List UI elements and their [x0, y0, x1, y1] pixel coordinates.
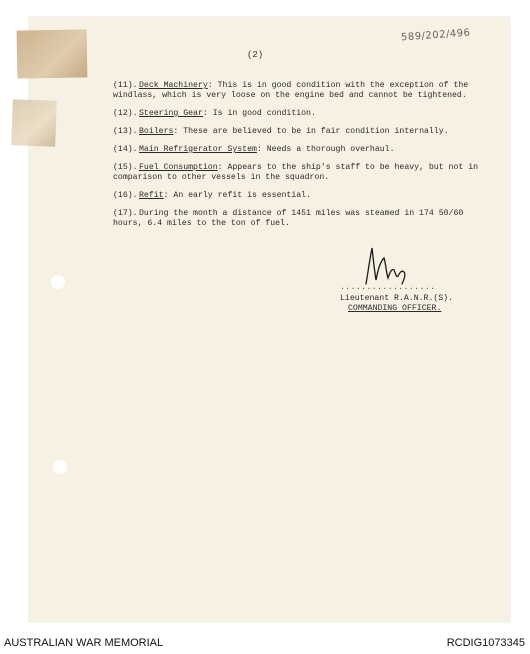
item-heading: Fuel Consumption [139, 163, 218, 172]
item-heading: Boilers [139, 127, 174, 136]
report-item: (13).Boilers: These are believed to be in fair condition internally. [113, 127, 449, 136]
report-item: (17).During the month a distance of 1451 miles was steamed in 174 50/60 hours, 6.4 miles to the ton of fuel. [113, 209, 464, 228]
footer-source: AUSTRALIAN WAR MEMORIAL [4, 637, 164, 649]
report-item: (16).Refit: An early refit is essential. [113, 191, 311, 200]
adhesive-tape [11, 99, 57, 147]
handwritten-signature [358, 244, 418, 288]
signatory-rank: Lieutenant R.A.N.R.(S). [340, 294, 454, 303]
adhesive-tape [17, 29, 88, 78]
item-heading: Steering Gear [139, 109, 203, 118]
report-item: (11).Deck Machinery: This is in good condition with the exception of the windlass, which is very loose on the engine bed and cannot be tightened. [113, 81, 469, 100]
item-heading: Main Refrigerator System [139, 145, 257, 154]
report-item: (14).Main Refrigerator System: Needs a thorough overhaul. [113, 145, 395, 154]
footer-id: RCDIG1073345 [446, 637, 525, 649]
page-number: (2) [247, 50, 264, 60]
punch-hole [51, 275, 65, 289]
report-item: (12).Steering Gear: Is in good condition. [113, 109, 316, 118]
signature-line: .................. [340, 283, 436, 292]
item-heading: Deck Machinery [139, 81, 208, 90]
punch-hole [53, 460, 67, 474]
report-item: (15).Fuel Consumption: Appears to the ship's staff to be heavy, but not in comparison to other vessels in the squadron. [113, 163, 479, 182]
report-items [113, 81, 488, 237]
reference-number: 589/202/496 [400, 27, 471, 44]
item-heading: Refit [139, 191, 164, 200]
signatory-title: COMMANDING OFFICER. [348, 304, 442, 313]
footer-bar [0, 629, 530, 654]
